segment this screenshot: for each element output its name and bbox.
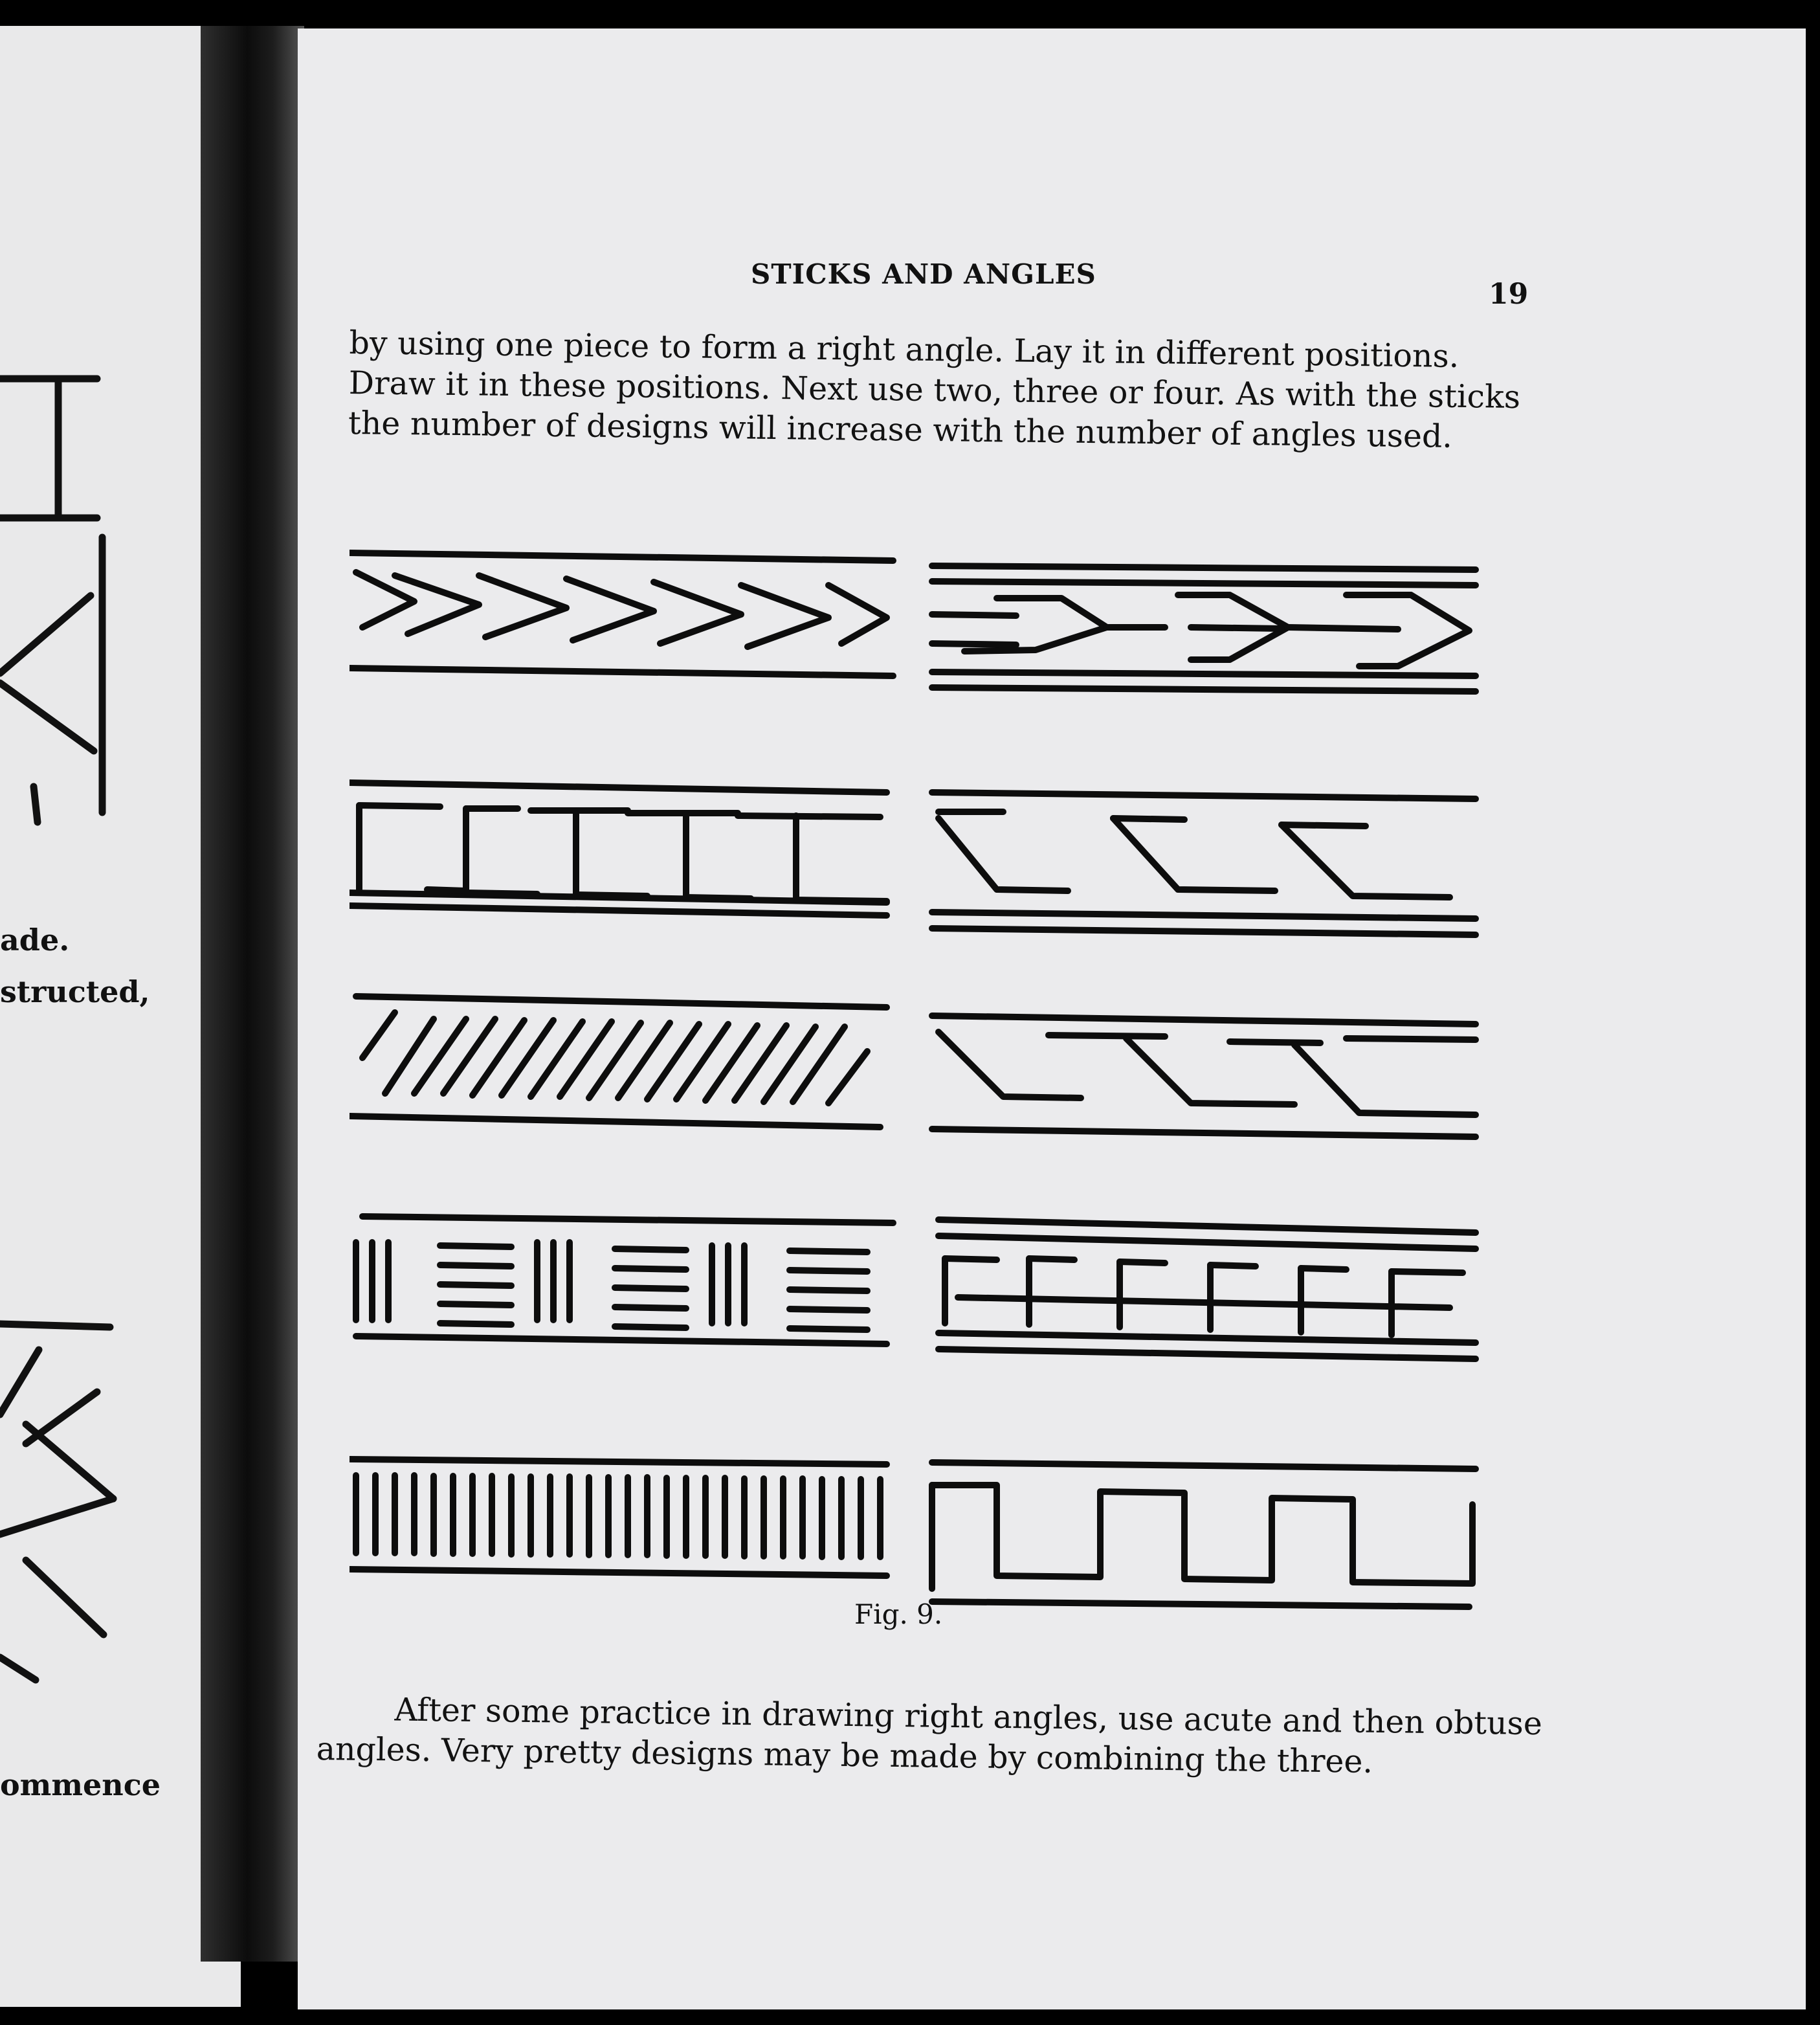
left-fragment-line — [0, 1324, 110, 1327]
slanted-notch-row — [932, 1016, 1476, 1137]
left-page-text-fragment: ommence — [0, 1767, 161, 1802]
paragraph-intro — [348, 323, 1521, 458]
right-page — [298, 28, 1806, 2009]
running-head: STICKS AND ANGLES — [751, 258, 1096, 290]
left-fragment-line — [0, 1499, 113, 1534]
alternating-lines-row — [356, 1216, 893, 1344]
figure-9-border-designs — [350, 514, 1515, 1628]
diagonal-hatch-row — [350, 996, 887, 1127]
book-gutter-shadow — [201, 26, 304, 1962]
paragraph-line: Draw it in these positions. Next use two, three or four. As with the sticks — [348, 364, 1521, 416]
paragraph-line: the number of designs will increase with the number of angles used. — [348, 404, 1453, 455]
left-fragment-line — [0, 1657, 36, 1680]
left-page-text-fragment: ade. — [0, 923, 70, 957]
left-fragment-line — [26, 1560, 104, 1635]
slanted-step-row — [932, 792, 1476, 935]
figure-caption: Fig. 9. — [854, 1598, 943, 1630]
paragraph-line: by using one piece to form a right angle. Lay it in different positions. — [349, 324, 1459, 375]
split-chevron-row — [932, 566, 1476, 691]
chevron-row — [350, 553, 893, 676]
left-fragment-line — [26, 1424, 113, 1499]
bracket-row — [938, 1220, 1476, 1359]
left-fragment-line — [0, 1350, 39, 1415]
figure-svg — [350, 514, 1515, 1628]
page-number: 19 — [1489, 278, 1529, 311]
left-fragment-line — [34, 787, 38, 822]
paragraph-line: After some practice in drawing right angles, use acute and then obtuse — [394, 1691, 1543, 1743]
step-row — [350, 783, 887, 915]
paragraph-closing — [316, 1689, 1542, 1784]
vertical-lines-row — [350, 1459, 887, 1576]
left-fragment-line — [0, 596, 91, 673]
square-wave-row — [932, 1462, 1476, 1607]
left-page-text-fragment: structed, — [0, 974, 150, 1009]
paragraph-line: angles. Very pretty designs may be made by combining the three. — [316, 1730, 1373, 1780]
left-fragment-line — [0, 683, 94, 751]
